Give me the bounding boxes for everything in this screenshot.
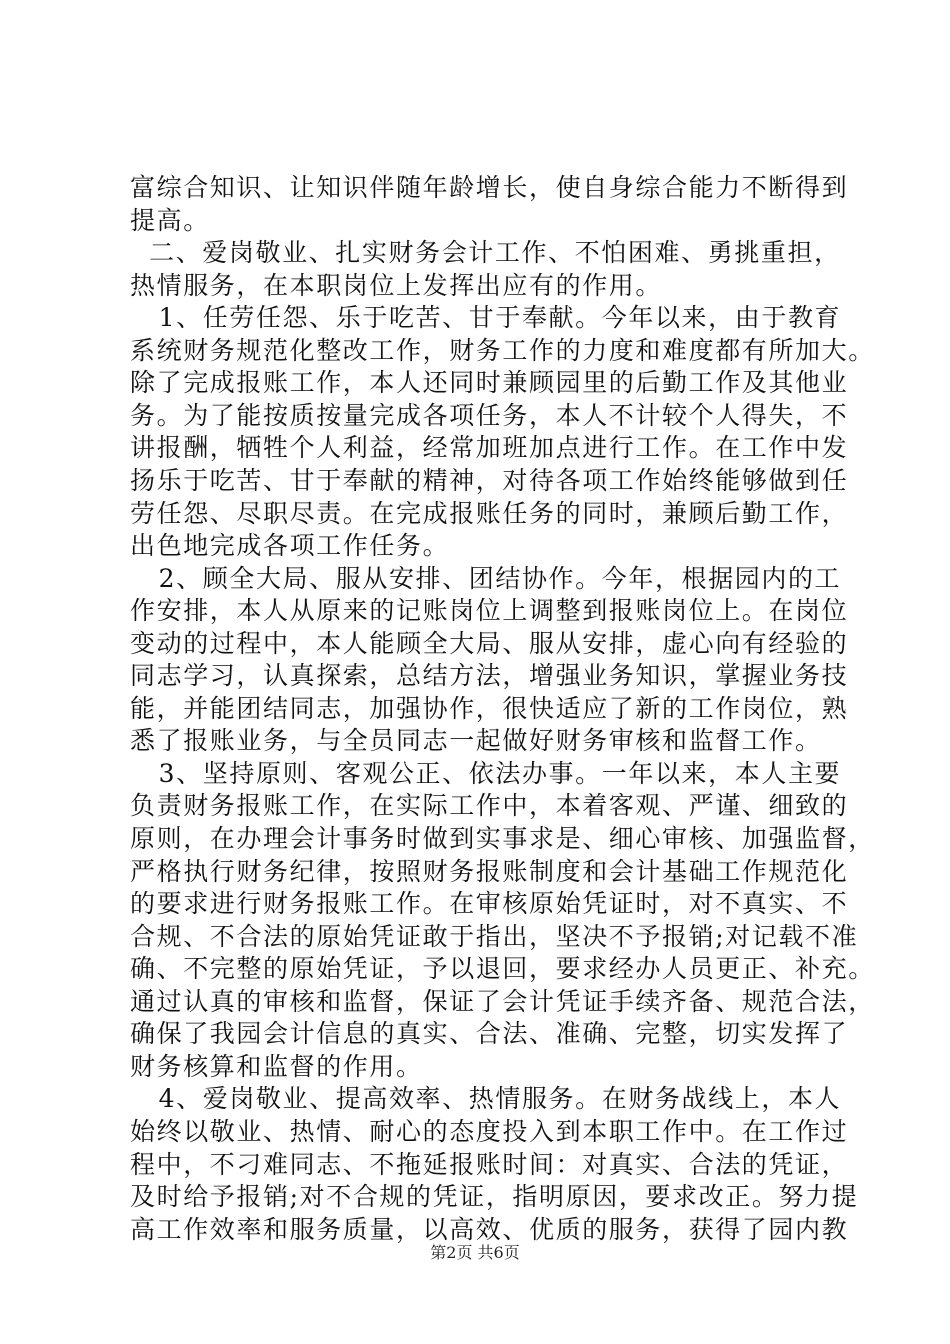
page-footer: 第2页 共6页 <box>430 1243 520 1262</box>
text-line: 讲报酬，牺牲个人利益，经常加班加点进行工作。在工作中发 <box>130 433 849 463</box>
text-line: 原则，在办理会计事务时做到实事求是、细心审核、加强监督， <box>130 824 875 853</box>
text-line: 悉了报账业务，与全员同志一起做好财务审核和监督工作。 <box>130 726 822 756</box>
text-line: 4、爱岗敬业、提高效率、热情服务。在财务战线上，本人 <box>130 1084 842 1114</box>
text-line: 及时给予报销;对不合规的凭证，指明原因，要求改正。努力提 <box>130 1182 859 1212</box>
text-line: 同志学习，认真探索，总结方法，增强业务知识，掌握业务技 <box>130 661 849 691</box>
text-line: 能，并能团结同志，加强协作，很快适应了新的工作岗位，熟 <box>130 693 849 723</box>
text-line: 确、不完整的原始凭证，予以退回，要求经办人员更正、补充。 <box>130 954 875 984</box>
text-line: 作安排，本人从原来的记账岗位上调整到报账岗位上。在岗位 <box>130 596 849 626</box>
text-line: 提高。 <box>130 205 210 235</box>
text-line: 合规、不合法的原始凭证敢于指出，坚决不予报销;对记载不准 <box>130 921 859 951</box>
text-line: 确保了我园会计信息的真实、合法、准确、完整，切实发挥了 <box>130 1019 849 1049</box>
text-line: 2、顾全大局、服从安排、团结协作。今年，根据园内的工 <box>130 563 842 593</box>
text-line: 扬乐于吃苦、甘于奉献的精神，对待各项工作始终能够做到任 <box>130 465 849 495</box>
text-line: 出色地完成各项工作任务。 <box>130 531 450 561</box>
text-line: 除了完成报账工作，本人还同时兼顾园里的后勤工作及其他业 <box>130 368 849 398</box>
text-line: 财务核算和监督的作用。 <box>130 1051 423 1081</box>
text-line: 1、任劳任怨、乐于吃苦、甘于奉献。今年以来，由于教育 <box>130 303 842 333</box>
text-line: 二、爱岗敬业、扎实财务会计工作、不怕困难、勇挑重担， <box>130 238 841 268</box>
text-line: 变动的过程中，本人能顾全大局、服从安排，虚心向有经验的 <box>130 628 849 658</box>
text-line: 务。为了能按质按量完成各项任务，本人不计较个人得失，不 <box>130 400 849 430</box>
text-line: 通过认真的审核和监督，保证了会计凭证手续齐备、规范合法， <box>130 986 875 1016</box>
text-line: 劳任怨、尽职尽责。在完成报账任务的同时，兼顾后勤工作， <box>130 498 849 528</box>
text-line: 热情服务，在本职岗位上发挥出应有的作用。 <box>130 270 663 300</box>
text-line: 3、坚持原则、客观公正、依法办事。一年以来，本人主要 <box>130 758 842 788</box>
text-line: 的要求进行财务报账工作。在审核原始凭证时，对不真实、不 <box>130 889 849 919</box>
text-line: 高工作效率和服务质量，以高效、优质的服务，获得了园内教 <box>130 1214 849 1244</box>
text-line: 负责财务报账工作，在实际工作中，本着客观、严谨、细致的 <box>130 791 849 821</box>
text-line: 严格执行财务纪律，按照财务报账制度和会计基础工作规范化 <box>130 856 849 886</box>
text-line: 富综合知识、让知识伴随年龄增长，使自身综合能力不断得到 <box>130 173 849 202</box>
text-line: 程中，不刁难同志、不拖延报账时间：对真实、合法的凭证， <box>130 1149 849 1179</box>
text-line: 系统财务规范化整改工作，财务工作的力度和难度都有所加大。 <box>130 335 875 365</box>
text-line: 始终以敬业、热情、耐心的态度投入到本职工作中。在工作过 <box>130 1116 849 1146</box>
